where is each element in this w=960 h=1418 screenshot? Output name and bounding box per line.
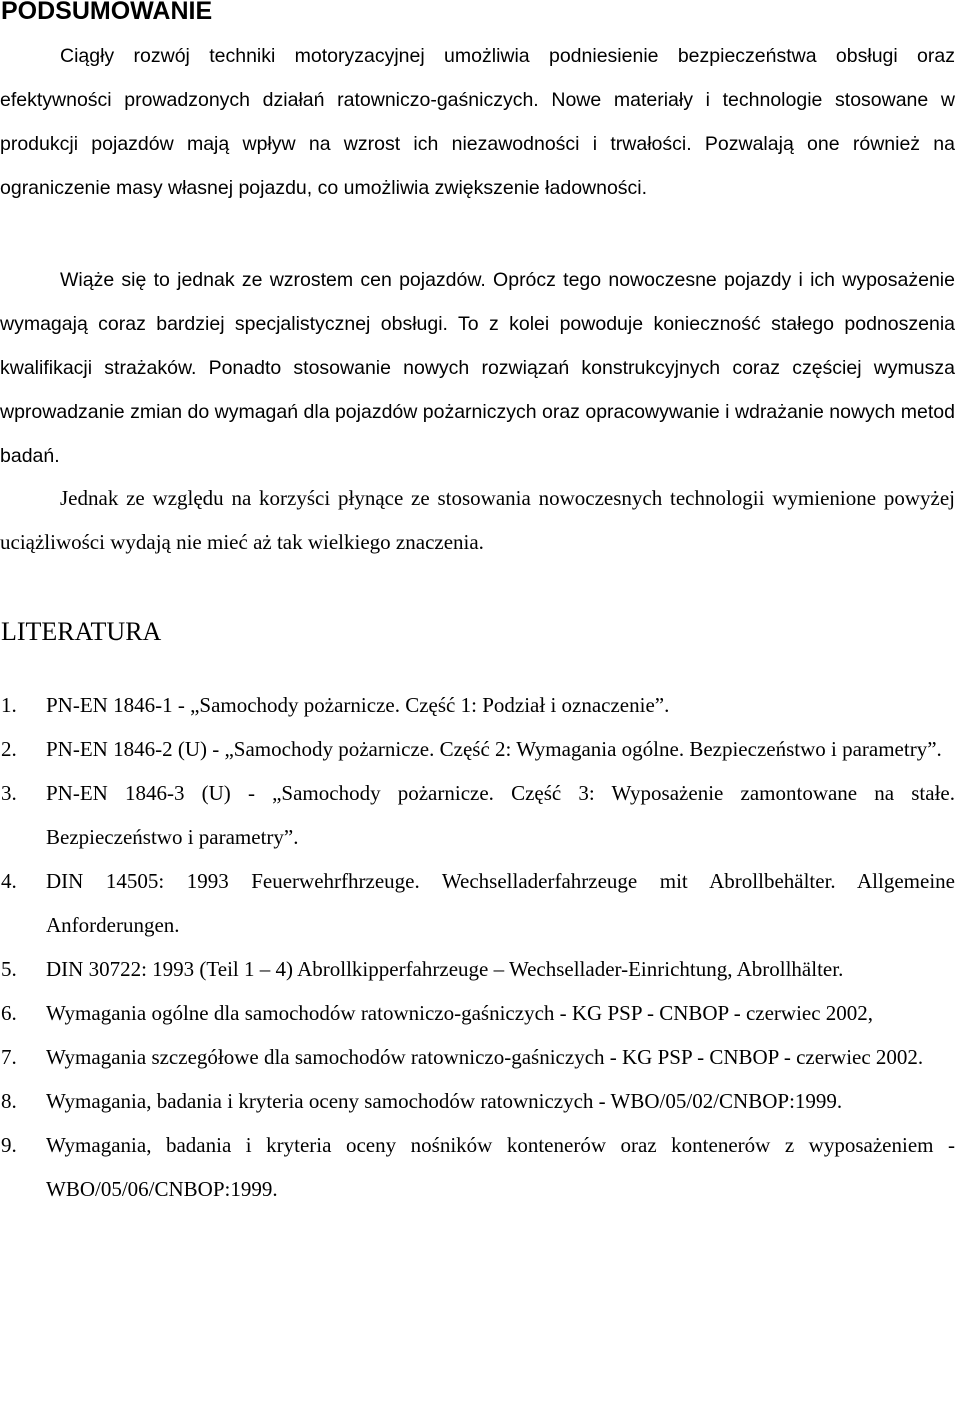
literature-item-text: Wymagania ogólne dla samochodów ratowniczo-gaśniczych - KG PSP - CNBOP - czerwiec 2002,: [46, 1001, 874, 1025]
literature-item-2: [0, 727, 955, 771]
literature-item-number: 9.: [1, 1133, 17, 1157]
summary-heading: PODSUMOWANIE: [1, 0, 213, 25]
literature-item-1: [0, 683, 955, 727]
literature-item-9: [0, 1123, 955, 1211]
literature-item-text: Wymagania, badania i kryteria oceny nośników kontenerów oraz kontenerów z wyposażeniem - WBO/05/06/CNBOP:1999.: [46, 1133, 955, 1201]
summary-paragraph-3: Jednak ze względu na korzyści płynące ze stosowania nowoczesnych technologii wymienione powyżej uciążliwości wydają nie mieć aż tak wielkiego znaczenia.: [0, 486, 955, 554]
literature-heading: LITERATURA: [1, 617, 162, 646]
literature-item-number: 5.: [1, 957, 17, 981]
summary-paragraph-1: Ciągły rozwój techniki motoryzacyjnej umożliwia podniesienie bezpieczeństwa obsługi oraz efektywności prowadzonych działań ratowniczo-gaśniczych. Nowe materiały i technologie stosowane w produkcji pojazdów mają wpływ na wzrost ich niezawodności i trwałości. Pozwalają one również na ograniczenie masy własnej pojazdu, co umożliwia zwiększenie ładowności.: [0, 45, 955, 199]
literature-item-number: 1.: [1, 693, 17, 717]
literature-item-4: [0, 859, 955, 947]
literature-item-5: [0, 947, 955, 991]
literature-item-number: 2.: [1, 737, 17, 761]
literature-item-7: [0, 1035, 955, 1079]
literature-item-number: 3.: [1, 781, 17, 805]
literature-item-text: DIN 14505: 1993 Feuerwehrfhrzeuge. Wechselladerfahrzeuge mit Abrollbehälter. Allgemeine Anforderungen.: [46, 869, 955, 937]
literature-item-text: Wymagania, badania i kryteria oceny samochodów ratowniczych - WBO/05/02/CNBOP:1999.: [46, 1089, 843, 1113]
literature-item-number: 8.: [1, 1089, 17, 1113]
literature-item-text: PN-EN 1846-1 - „Samochody pożarnicze. Część 1: Podział i oznaczenie”.: [46, 693, 670, 717]
literature-item-number: 6.: [1, 1001, 17, 1025]
literature-item-3: [0, 771, 955, 859]
literature-item-text: PN-EN 1846-2 (U) - „Samochody pożarnicze. Część 2: Wymagania ogólne. Bezpieczeństwo i parametry”.: [46, 737, 942, 761]
literature-item-6: [0, 991, 955, 1035]
literature-item-number: 7.: [1, 1045, 17, 1069]
literature-item-number: 4.: [1, 869, 17, 893]
literature-list: [0, 683, 955, 1211]
literature-item-text: PN-EN 1846-3 (U) - „Samochody pożarnicze. Część 3: Wyposażenie zamontowane na stałe. Bezpieczeństwo i parametry”.: [46, 781, 955, 849]
literature-item-text: DIN 30722: 1993 (Teil 1 – 4) Abrollkipperfahrzeuge – Wechsellader-Einrichtung, Abrollhälter.: [46, 957, 844, 981]
literature-item-text: Wymagania szczegółowe dla samochodów ratowniczo-gaśniczych - KG PSP - CNBOP - czerwiec 2002.: [46, 1045, 924, 1069]
literature-item-8: [0, 1079, 955, 1123]
summary-paragraph-2: Wiąże się to jednak ze wzrostem cen pojazdów. Oprócz tego nowoczesne pojazdy i ich wyposażenie wymagają coraz bardziej specjalistycznej obsługi. To z kolei powoduje konieczność stałego podnoszenia kwalifikacji strażaków. Ponadto stosowanie nowych rozwiązań konstrukcyjnych coraz częściej wymusza wprowadzanie zmian do wymagań dla pojazdów pożarniczych oraz opracowywanie i wdrażanie nowych metod badań.: [0, 269, 955, 467]
